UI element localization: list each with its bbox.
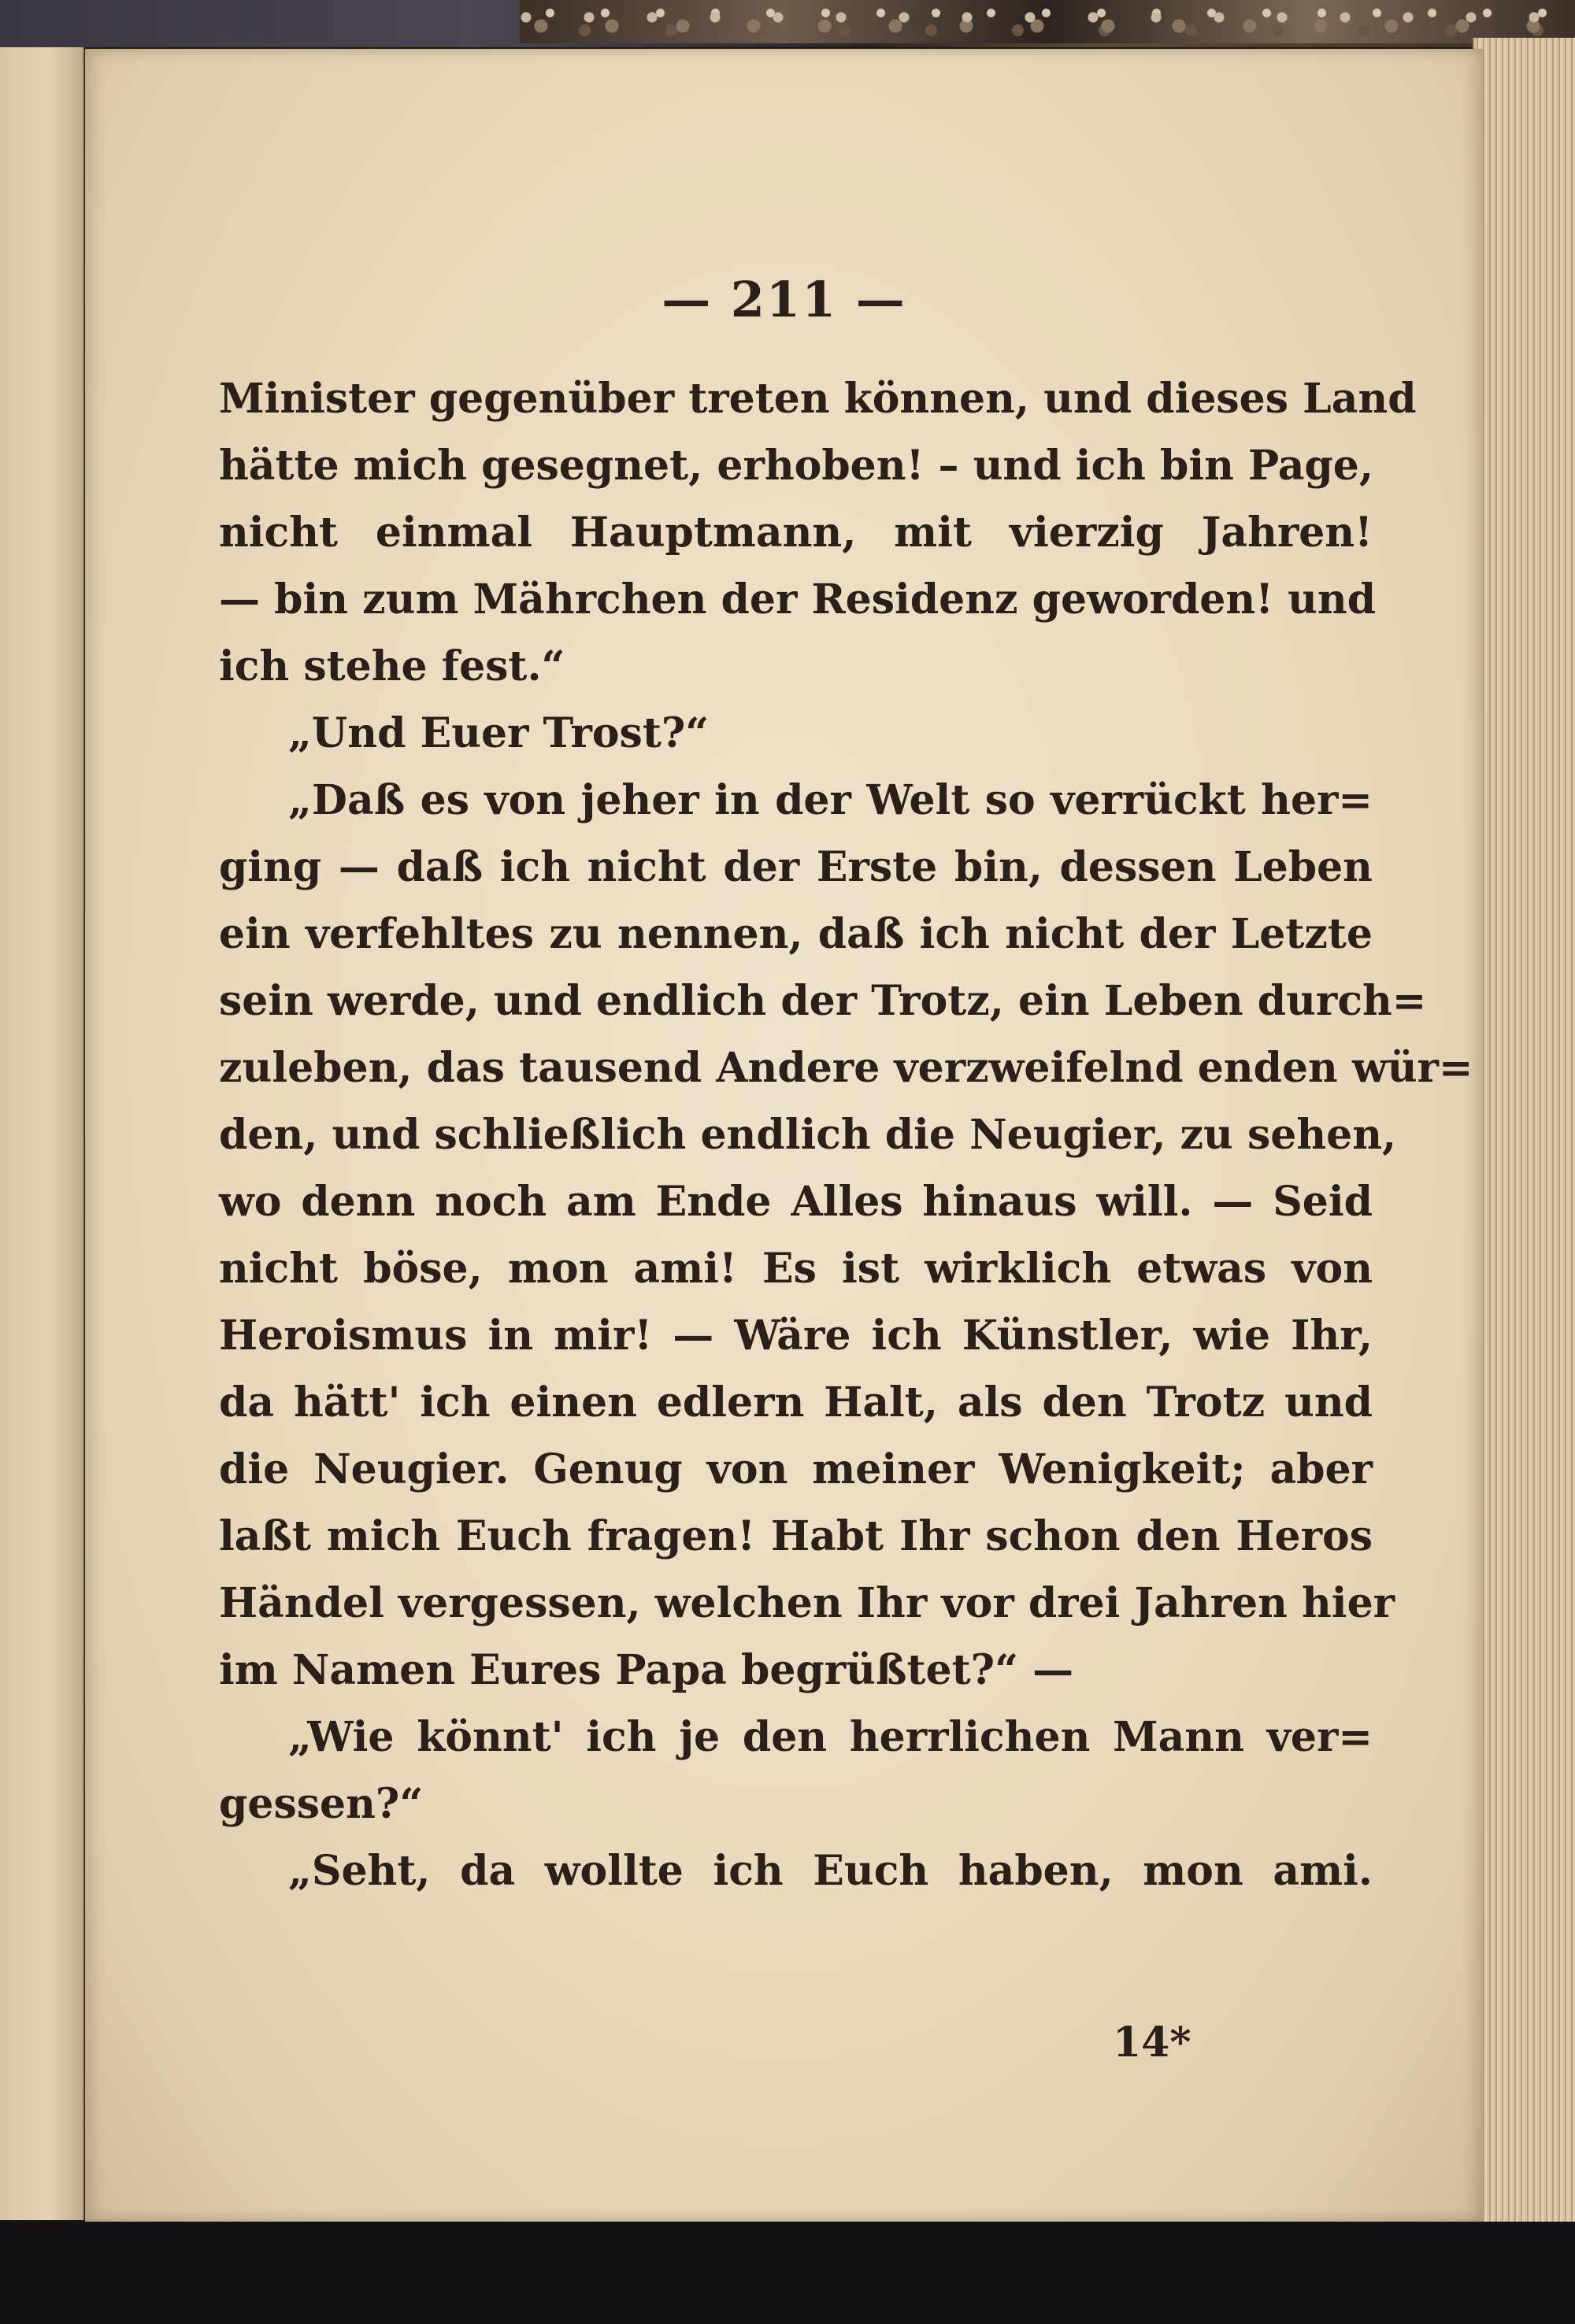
text-line: ein verfehltes zu nennen, daß ich nicht der Letzte bbox=[219, 910, 1373, 958]
text-line: Heroismus in mir! — Wäre ich Künstler, wie Ihr, bbox=[219, 1312, 1373, 1360]
text-line: nicht einmal Hauptmann, mit vierzig Jahren! bbox=[219, 509, 1373, 557]
bottom-shadow bbox=[0, 2222, 1575, 2324]
book-page bbox=[85, 49, 1483, 2222]
text-line: „Wie könnt' ich je den herrlichen Mann ver= bbox=[288, 1713, 1373, 1761]
text-line: hätte mich gesegnet, erhoben! – und ich bin Page, bbox=[219, 442, 1373, 490]
text-line: Händel vergessen, welchen Ihr vor drei Jahren hier bbox=[219, 1579, 1395, 1627]
text-line: „Seht, da wollte ich Euch haben, mon ami. bbox=[288, 1847, 1373, 1895]
left-page-edge bbox=[0, 47, 84, 2220]
page-stack-edge bbox=[1473, 38, 1575, 2226]
page-number: — 211 — bbox=[662, 271, 906, 328]
text-line: da hätt' ich einen edlern Halt, als den Trotz und bbox=[219, 1378, 1373, 1427]
text-line: die Neugier. Genug von meiner Wenigkeit; aber bbox=[219, 1445, 1373, 1493]
text-line: im Namen Eures Papa begrüßtet?“ — bbox=[219, 1646, 1074, 1694]
signature-mark: 14* bbox=[1113, 2019, 1191, 2067]
text-line: — bin zum Mährchen der Residenz geworden! und bbox=[219, 575, 1377, 624]
text-line: „Und Euer Trost?“ bbox=[288, 709, 710, 757]
text-line: „Daß es von jeher in der Welt so verrückt her= bbox=[288, 776, 1373, 824]
text-line: Minister gegenüber treten können, und dieses Land bbox=[219, 375, 1417, 423]
text-line: ging — daß ich nicht der Erste bin, dessen Leben bbox=[219, 843, 1373, 891]
text-line: nicht böse, mon ami! Es ist wirklich etwas von bbox=[219, 1245, 1373, 1293]
text-line: den, und schließlich endlich die Neugier, zu sehen, bbox=[219, 1111, 1397, 1159]
body-text bbox=[219, 365, 1473, 1904]
text-line: laßt mich Euch fragen! Habt Ihr schon den Heros bbox=[219, 1512, 1373, 1560]
text-line: sein werde, und endlich der Trotz, ein Leben durch= bbox=[219, 977, 1427, 1025]
text-line: wo denn noch am Ende Alles hinaus will. — Seid bbox=[219, 1178, 1373, 1226]
text-line: zuleben, das tausend Andere verzweifelnd enden wür= bbox=[219, 1044, 1473, 1092]
marbled-cover-edge bbox=[520, 0, 1575, 43]
text-line: ich stehe fest.“ bbox=[219, 642, 565, 690]
text-line: gessen?“ bbox=[219, 1780, 424, 1828]
